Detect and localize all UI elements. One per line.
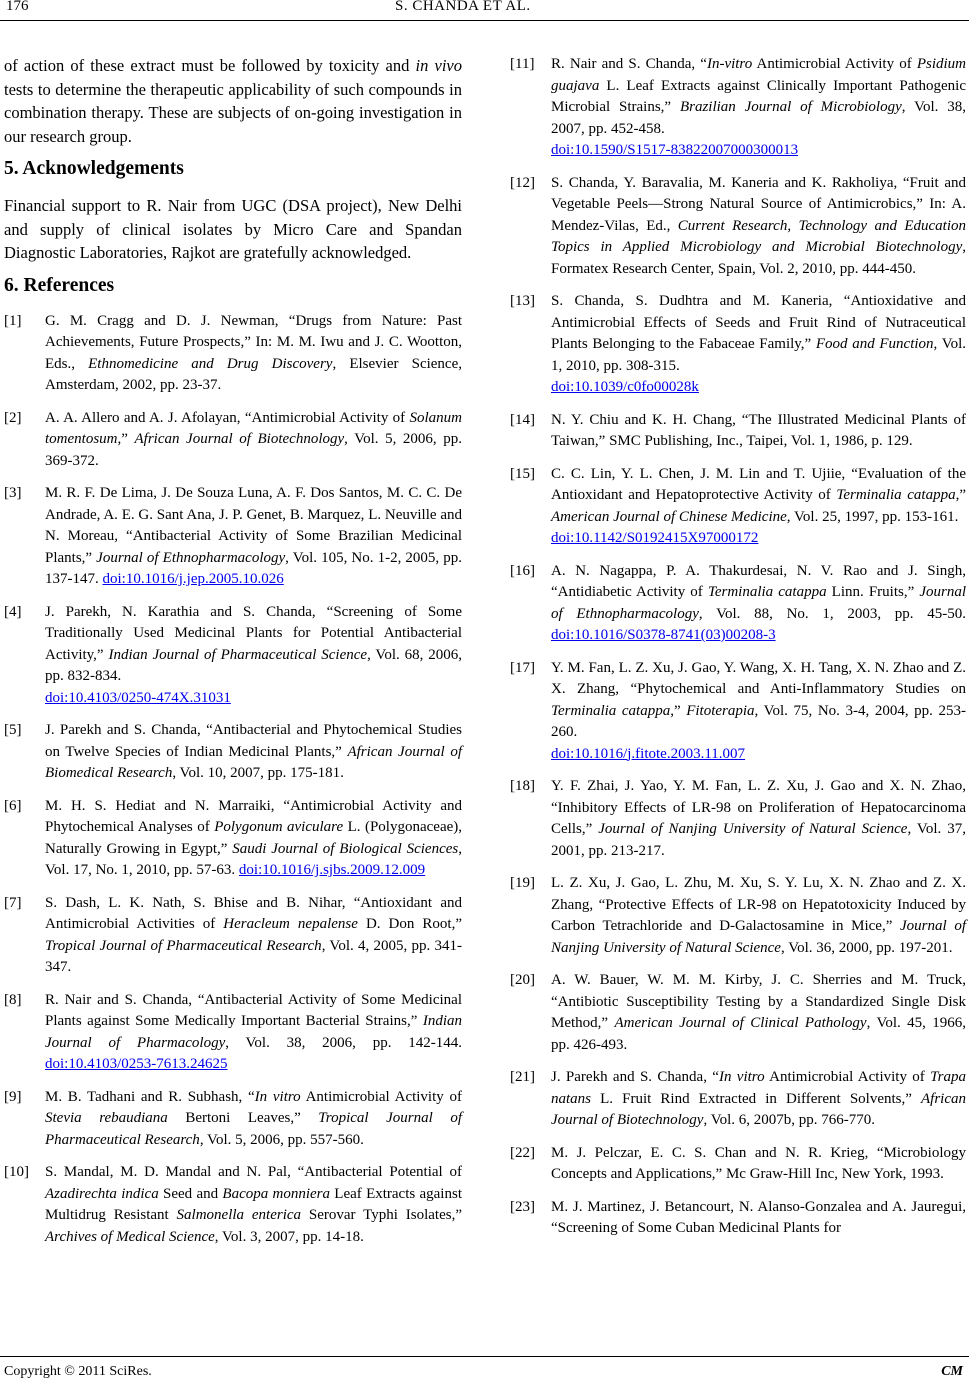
page-number: 176: [6, 0, 29, 14]
footer-rule: [0, 1356, 969, 1357]
reference-13: [13] S. Chanda, S. Dudhtra and M. Kaneria, “Antioxidative and Antimicrobial Effects of Seeds and Fruit Rind of Nutraceutical Plants Belonging to the Fabaceae Family,” Food and Function, Vol. 1, 2010, pp. 308-315. doi:10.1039/c0fo00028k: [510, 293, 967, 395]
reference-2: [2] A. A. Allero and A. J. Afolayan, “Antimicrobial Activity of Solanum tomentosum,” African Journal of Biotechnology, Vol. 5, 2006, pp. 369-372.: [4, 409, 462, 469]
reference-6: [6] M. H. S. Hediat and N. Marraiki, “Antimicrobial Activity and Phytochemical Analyses of Polygonum aviculare L. (Polygonaceae), Naturally Growing in Egypt,” Saudi Journal of Biological Sciences, Vol. 17, No. 1, 2010, pp. 57-63. doi:10.1016/j.sjbs.2009.12.009: [4, 797, 462, 878]
reference-10: [10] S. Mandal, M. D. Mandal and N. Pal, “Antibacterial Potential of Azadirechta indica Seed and Bacopa monniera Leaf Extracts against Multidrug Resistant Salmonella enterica Serovar Typhi Isolates,” Archives of Medical Science, Vol. 3, 2007, pp. 14-18.: [4, 1164, 462, 1245]
reference-18: [18] Y. F. Zhai, J. Yao, Y. M. Fan, L. Z. Xu, J. Gao and X. N. Zhao, “Inhibitory Effects of LR-98 on Proliferation of Hepatocarcinoma Cells,” Journal of Nanjing University of Natural Science, Vol. 37, 2001, pp. 213-217.: [510, 778, 966, 859]
reference-21: [21] J. Parekh and S. Chanda, “In vitro Antimicrobial Activity of Trapa natans L. Fruit Rind Extracted in Different Solvents,” African Journal of Biotechnology, Vol. 6, 2007b, pp. 766-770.: [510, 1069, 966, 1128]
doi-link[interactable]: doi:10.1016/j.fitote.2003.11.007: [551, 745, 746, 762]
reference-4: [4] J. Parekh, N. Karathia and S. Chanda, “Screening of Some Traditionally Used Medicinal Plants for Potential Antibacterial Activity,” Indian Journal of Pharmaceutical Science, Vol. 68, 2006, pp. 832-834. doi:10.4103/0250-474X.31031: [4, 603, 462, 706]
running-head: S. CHANDA ET AL.: [395, 0, 531, 14]
intro-paragraph: of action of these extract must be followed by toxicity and in vivo tests to determine the therapeutic applicability of such compounds in combination therapy. These are subjects of on-going investigation in our research group.: [4, 56, 463, 146]
doi-link[interactable]: doi:10.1016/j.sjbs.2009.12.009: [238, 862, 426, 878]
right-column: [510, 54, 966, 1251]
doi-link[interactable]: doi:10.1016/j.jep.2005.10.026: [102, 571, 284, 587]
reference-23: [23] M. J. Martinez, J. Betancourt, N. Alanso-Gonzalea and A. Jauregui, “Screening of Some Cuban Medicinal Plants for: [510, 1198, 966, 1236]
doi-link[interactable]: doi:10.1016/S0378-8741(03)00208-3: [551, 627, 776, 643]
doi-link[interactable]: doi:10.1590/S1517-83822007000300013: [551, 142, 799, 158]
reference-19: [19] L. Z. Xu, J. Gao, L. Zhu, M. Xu, S. Y. Lu, X. N. Zhao and Z. X. Zhang, “Protective Effects of LR-98 on Hepatotoxicity Induced by Carbon Tetrachloride and D-Galactosamine in Mice,” Journal of Nanjing University of Natural Science, Vol. 36, 2000, pp. 197-201.: [510, 875, 966, 956]
reference-20: [20] A. W. Bauer, W. M. M. Kirby, J. C. Sherries and M. Truck, “Antibiotic Susceptibility Testing by a Standardized Single Disk Method,” American Journal of Clinical Pathology, Vol. 45, 1966, pp. 426-493.: [510, 972, 967, 1053]
reference-8: [8] R. Nair and S. Chanda, “Antibacterial Activity of Some Medicinal Plants against Some Medically Important Bacterial Strains,” Indian Journal of Pharmacology, Vol. 38, 2006, pp. 142-144. doi:10.4103/0253-7613.24625: [4, 991, 462, 1072]
acknowledgements-heading: 5. Acknowledgements: [4, 158, 184, 179]
copyright-notice: Copyright © 2011 SciRes.: [4, 1364, 152, 1379]
reference-3: [3] M. R. F. De Lima, J. De Souza Luna, A. F. Dos Santos, M. C. C. De Andrade, A. E. G. Sant Ana, J. P. Genet, B. Marquez, L. Neuville and N. Moreau, “Antibacterial Activity of Some Brazilian Medicinal Plants,” Journal of Ethnopharmacology, Vol. 105, No. 1-2, 2005, pp. 137-147. doi:10.1016/j.jep.2005.10.026: [4, 485, 462, 587]
left-column: [4, 54, 462, 1259]
reference-11: [11] R. Nair and S. Chanda, “In-vitro Antimicrobial Activity of Psidium guajava L. Leaf Extracts against Clinically Important Pathogenic Microbial Strains,” Brazilian Journal of Microbiology, Vol. 38, 2007, pp. 452-458. doi:10.1590/S1517-83822007000300013: [510, 56, 967, 158]
references-heading: 6. References: [4, 274, 115, 296]
reference-7: [7] S. Dash, L. K. Nath, S. Bhise and B. Nihar, “Antioxidant and Antimicrobial Activities of Heracleum nepalense D. Don Root,” Tropical Journal of Pharmaceutical Research, Vol. 4, 2005, pp. 341-347.: [4, 894, 463, 975]
doi-link[interactable]: doi:10.4103/0253-7613.24625: [45, 1056, 228, 1072]
reference-1: [1] G. M. Cragg and D. J. Newman, “Drugs from Nature: Past Achievements, Future Prospects,” In: M. M. Iwu and J. C. Wootton, Eds., Ethnomedicine and Drug Discovery, Elsevier Science, Amsterdam, 2002, pp. 23-37.: [4, 312, 462, 393]
reference-15: [15] C. C. Lin, Y. L. Chen, J. M. Lin and T. Ujiie, “Evaluation of the Antioxidant and Hepatoprotective Activity of Terminalia catappa,” American Journal of Chinese Medicine, Vol. 25, 1997, pp. 153-161. doi:10.1142/S0192415X97000172: [510, 465, 967, 546]
doi-link[interactable]: doi:10.4103/0250-474X.31031: [45, 689, 231, 706]
reference-16: [16] A. N. Nagappa, P. A. Thakurdesai, N. V. Rao and J. Singh, “Antidiabetic Activity of Terminalia catappa Linn. Fruits,” Journal of Ethnopharmacology, Vol. 88, No. 1, 2003, pp. 45-50. doi:10.1016/S0378-8741(03)00208-3: [510, 562, 967, 643]
reference-12: [12] S. Chanda, Y. Baravalia, M. Kaneria and K. Rakholiya, “Fruit and Vegetable Peels―Strong Natural Source of Antimicrobics,” In: A. Mendez-Vilas, Ed., Current Research, Technology and Education Topics in Applied Microbiology and Microbial Biotechnology, Formatex Research Center, Spain, Vol. 2, 2010, pp. 444-450.: [510, 174, 966, 277]
header-rule: [0, 20, 969, 21]
acknowledgements-text: Financial support to R. Nair from UGC (DSA project), New Delhi and supply of clinical isolates by Micro Care and Spandan Diagnostic Laboratories, Rajkot are gratefully acknowledged.: [4, 196, 462, 262]
reference-14: [14] N. Y. Chiu and K. H. Chang, “The Illustrated Medicinal Plants of Taiwan,” SMC Publishing, Inc., Taipei, Vol. 1, 1986, p. 129.: [510, 411, 966, 449]
reference-9: [9] M. B. Tadhani and R. Subhash, “In vitro Antimicrobial Activity of Stevia rebaudiana Bertoni Leaves,” Tropical Journal of Pharmaceutical Research, Vol. 5, 2006, pp. 557-560.: [4, 1088, 462, 1148]
reference-17: [17] Y. M. Fan, L. Z. Xu, J. Gao, Y. Wang, X. H. Tang, X. N. Zhao and Z. X. Zhang, “Phytochemical and Anti-Inflammatory Studies on Terminalia catappa,” Fitoterapia, Vol. 75, No. 3-4, 2004, pp. 253-260. doi:10.1016/j.fitote.2003.11.007: [510, 659, 966, 762]
reference-22: [22] M. J. Pelczar, E. C. S. Chan and N. R. Krieg, “Microbiology Concepts and Applications,” Mc Graw-Hill Inc, New York, 1993.: [510, 1144, 966, 1182]
reference-5: [5] J. Parekh and S. Chanda, “Antibacterial and Phytochemical Studies on Twelve Species of Indian Medicinal Plants,” African Journal of Biomedical Research, Vol. 10, 2007, pp. 175-181.: [4, 722, 462, 781]
journal-abbreviation: CM: [941, 1364, 963, 1379]
doi-link[interactable]: doi:10.1039/c0fo00028k: [551, 379, 699, 395]
doi-link[interactable]: doi:10.1142/S0192415X97000172: [551, 530, 759, 546]
